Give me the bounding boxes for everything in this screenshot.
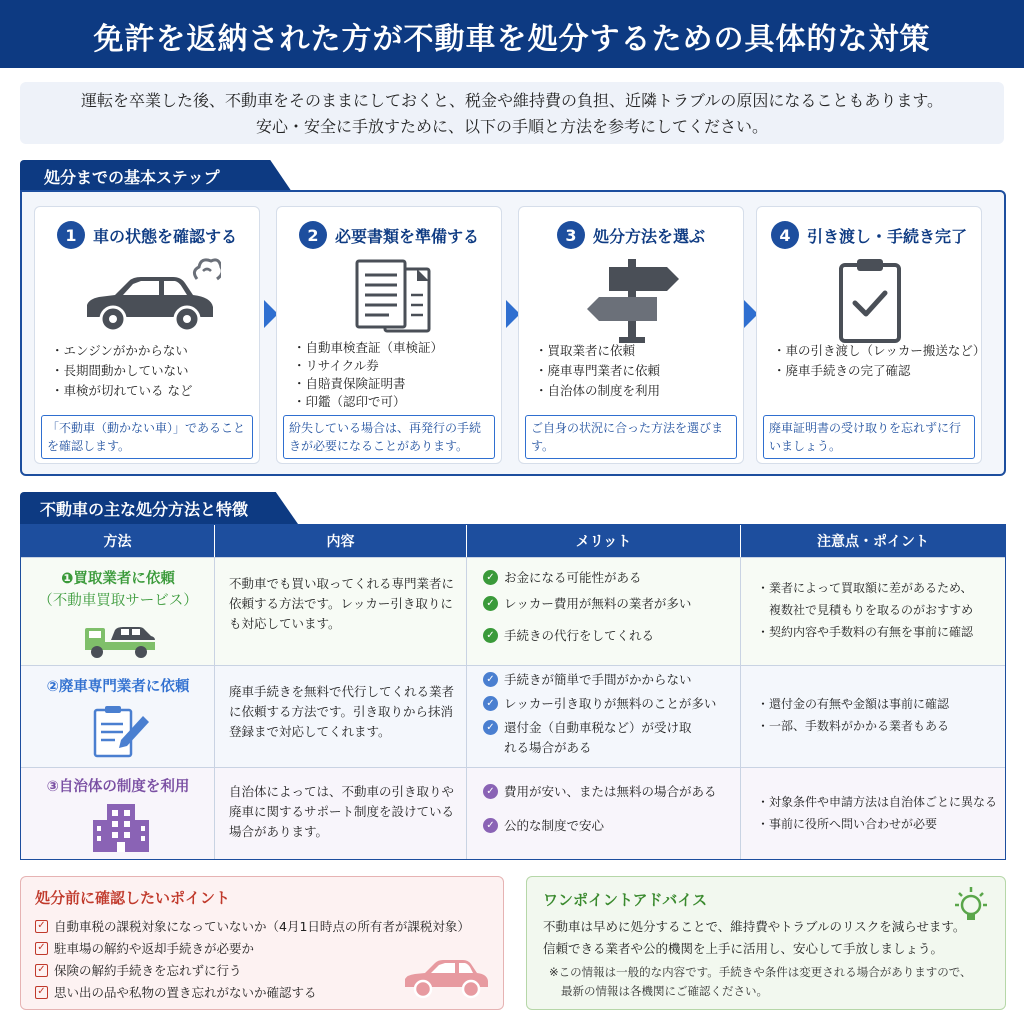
advice-text: 信頼できる業者や公的機関を上手に活用し、安心して手放しましょう。 (543, 941, 944, 956)
list-item: ・廃車手続きの完了確認 (773, 363, 911, 378)
list-item: ・リサイクル券 (293, 358, 379, 373)
merit-text: 手続きの代行をしてくれる (504, 628, 655, 643)
point-text: ・契約内容や手数料の有無を事前に確認 (757, 625, 974, 639)
merit-text: お金になる可能性がある (504, 570, 642, 585)
point-text: ・事前に役所へ問い合わせが必要 (757, 817, 938, 831)
confirm-item-text: 保険の解約手続きを忘れずに行う (54, 963, 242, 978)
method-title: ❶買取業者に依頼 (61, 571, 175, 587)
check-icon: ✓ (483, 596, 498, 611)
city-hall-icon (91, 802, 151, 854)
step-list (51, 341, 192, 401)
method-title: ③自治体の制度を利用 (46, 779, 190, 795)
point-text: ・還付金の有無や金額は事前に確認 (757, 697, 950, 711)
step-title: 必要書類を準備する (334, 226, 479, 246)
method-subtitle: （不動車買取サービス） (38, 593, 198, 609)
method-content: 廃車手続きを無料で代行してくれる業者に依頼する方法です。引き取りから抹消登録まで対応してくれます。 (229, 684, 455, 739)
check-icon: ✓ (483, 672, 498, 687)
list-item: ・車検が切れている など (51, 383, 193, 398)
step-title: 処分方法を選ぶ (592, 226, 705, 246)
intro-line-2: 安心・安全に手放すために、以下の手順と方法を参考にしてください。 (255, 117, 768, 136)
check-icon: ✓ (483, 628, 498, 643)
step-number: 2 (299, 221, 327, 249)
methods-table (20, 524, 1006, 860)
confirm-title: 処分前に確認したいポイント (35, 889, 231, 907)
intro-box (20, 82, 1004, 144)
table-header-points: 注意点・ポイント (741, 525, 1005, 557)
merit-text: 費用が安い、または無料の場合がある (504, 784, 717, 799)
step-list (773, 341, 986, 381)
list-item: ・自治体の制度を利用 (535, 383, 661, 398)
clipboard-check-icon (797, 255, 943, 345)
step-note: 廃車証明書の受け取りを忘れずに行いましょう。 (763, 415, 975, 459)
list-item: ・長期間動かしていない (51, 363, 189, 378)
check-icon: ✓ (483, 818, 498, 833)
steps-section-title: 処分までの基本ステップ (44, 168, 220, 187)
documents-icon (317, 255, 463, 345)
confirm-item-text: 自動車税の課税対象になっていないか（4月1日時点の所有者が課税対象） (54, 919, 470, 934)
step-card-3 (518, 206, 744, 464)
page-title: 免許を返納された方が不動車を処分するための具体的な対策 (93, 22, 931, 57)
check-icon: ✓ (483, 720, 498, 735)
table-row (21, 557, 1005, 665)
step-card-2 (276, 206, 502, 464)
checkbox-icon: ✓ (35, 942, 48, 955)
step-number: 3 (557, 221, 585, 249)
table-row (21, 665, 1005, 767)
step-note: ご自身の状況に合った方法を選びます。 (525, 415, 737, 459)
check-icon: ✓ (483, 696, 498, 711)
table-row (21, 767, 1005, 859)
point-text: ・業者によって買取額に差があるため、 (757, 581, 973, 595)
form-pen-icon (89, 702, 153, 760)
table-header-content: 内容 (215, 525, 467, 557)
check-icon: ✓ (483, 784, 498, 799)
step-number: 4 (771, 221, 799, 249)
step-note: 紛失している場合は、再発行の手続きが必要になることがあります。 (283, 415, 495, 459)
method-title: ②廃車専門業者に依頼 (46, 679, 190, 695)
list-item: ・買取業者に依頼 (535, 343, 636, 358)
step-list (535, 341, 660, 401)
list-item: ・廃車専門業者に依頼 (535, 363, 661, 378)
confirm-box (20, 876, 504, 1010)
car-smoke-icon (75, 255, 221, 345)
point-text: 複数社で見積もりを取るのがおすすめ (757, 603, 974, 617)
advice-note: 最新の情報は各機関にご確認ください。 (561, 984, 768, 998)
merit-text: レッカー引き取りが無料のことが多い (504, 696, 717, 711)
list-item: ・エンジンがかからない (51, 343, 188, 358)
tow-truck-icon (81, 616, 161, 660)
list-item: ・車の引き渡し（レッカー搬送など） (773, 343, 986, 358)
table-header-method: 方法 (21, 525, 215, 557)
step-list (293, 339, 443, 411)
advice-note: ※この情報は一般的な内容です。手続きや条件は変更される場合がありますので、 (549, 965, 972, 979)
confirm-item-text: 駐車場の解約や返却手続きが必要か (54, 941, 255, 956)
checkbox-icon: ✓ (35, 964, 48, 977)
step-title: 車の状態を確認する (92, 226, 237, 246)
point-text: ・対象条件や申請方法は自治体ごとに異なる (757, 795, 998, 809)
check-icon: ✓ (483, 570, 498, 585)
table-header-merit: メリット (467, 525, 741, 557)
step-note: 「不動車（動かない車）」であることを確認します。 (41, 415, 253, 459)
step-number: 1 (57, 221, 85, 249)
checkbox-icon: ✓ (35, 986, 48, 999)
point-text: ・一部、手数料がかかる業者もある (757, 719, 950, 733)
merit-text: 還付金（自動車税など）が受け取れる場合がある (504, 720, 692, 755)
step-card-1 (34, 206, 260, 464)
advice-title: ワンポイントアドバイス (543, 891, 708, 909)
list-item: ・印鑑（認印で可） (293, 394, 406, 409)
list-item: ・自動車検査証（車検証） (293, 340, 444, 355)
methods-section-title: 不動車の主な処分方法と特徴 (40, 500, 249, 519)
list-item: ・自賠責保険証明書 (293, 376, 406, 391)
advice-text: 不動車は早めに処分することで、維持費やトラブルのリスクを減らせます。 (543, 919, 966, 934)
step-card-4 (756, 206, 986, 464)
car-icon (401, 953, 491, 1001)
signpost-icon (559, 255, 705, 345)
method-content: 自治体によっては、不動車の引き取りや廃車に関するサポート制度を設けている場合があります。 (229, 784, 455, 839)
checkbox-icon: ✓ (35, 920, 48, 933)
confirm-item-text: 思い出の品や私物の置き忘れがないか確認する (54, 985, 317, 1000)
advice-box (526, 876, 1006, 1010)
merit-text: レッカー費用が無料の業者が多い (504, 596, 692, 611)
step-title: 引き渡し・手続き完了 (806, 226, 967, 246)
intro-line-1: 運転を卒業した後、不動車をそのままにしておくと、税金や維持費の負担、近隣トラブルの原因になることもあります。 (80, 91, 944, 110)
merit-text: 手続きが簡単で手間がかからない (504, 672, 692, 687)
method-content: 不動車でも買い取ってくれる専門業者に依頼する方法です。レッカー引き取りにも対応しています。 (229, 576, 455, 631)
merit-text: 公的な制度で安心 (504, 818, 605, 833)
